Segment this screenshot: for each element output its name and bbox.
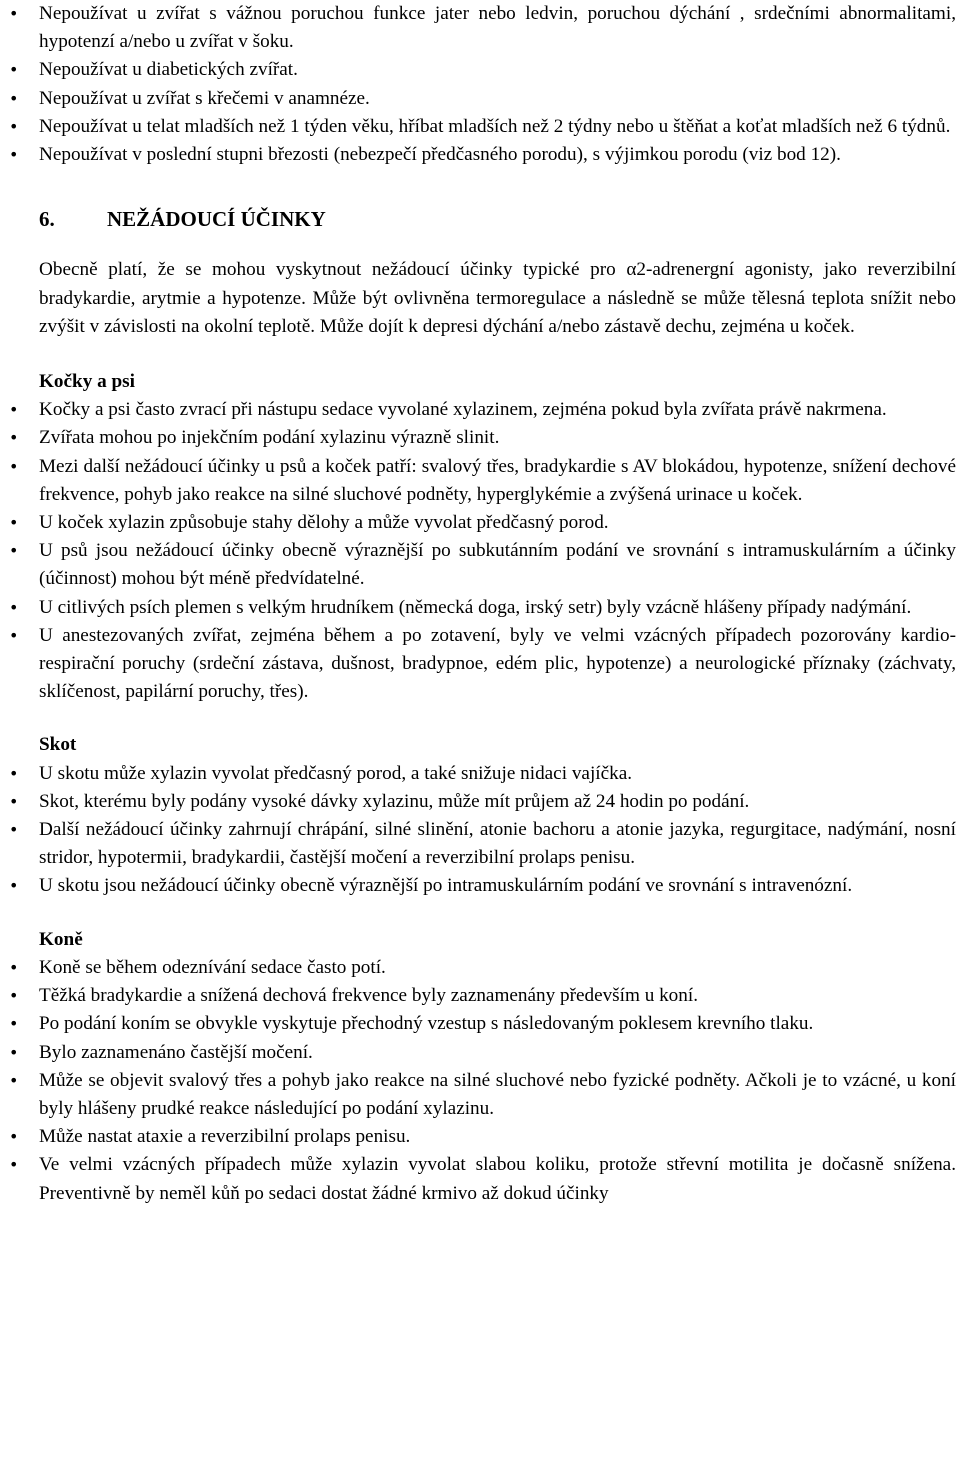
contraindications-list xyxy=(39,0,956,169)
list-item: • Bylo zaznamenáno častější močení. xyxy=(39,1039,956,1067)
list-item: • U psů jsou nežádoucí účinky obecně výraznější po subkutánním podání ve srovnání s intramuskulárním a účinky (účinnost) mohou být méně předvídatelné. xyxy=(39,537,956,593)
list-item: • Zvířata mohou po injekčním podání xylazinu výrazně slinit. xyxy=(39,424,956,452)
list-item: • Mezi další nežádoucí účinky u psů a koček patří: svalový třes, bradykardie s AV blokádou, hypotenze, snížení dechové frekvence, pohyb jako reakce na silné sluchové podněty, hyperglykémie a zvýšená urinace u koček. xyxy=(39,453,956,509)
list-item: • Nepoužívat u telat mladších než 1 týden věku, hříbat mladších než 2 týdny nebo u štěňat a koťat mladších než 6 týdnů. xyxy=(39,113,956,141)
section-heading xyxy=(39,205,956,233)
list-item: • Nepoužívat u diabetických zvířat. xyxy=(39,56,956,84)
list-item: • Může nastat ataxie a reverzibilní prolaps penisu. xyxy=(39,1123,956,1151)
list-item: • Kočky a psi často zvrací při nástupu sedace vyvolané xylazinem, zejména pokud byla zvířata právě nakrmena. xyxy=(39,396,956,424)
cats-dogs-heading: Kočky a psi xyxy=(39,371,135,393)
list-item: • Nepoužívat u zvířat s křečemi v anamnéze. xyxy=(39,85,956,113)
list-item: • U citlivých psích plemen s velkým hrudníkem (německá doga, irský setr) byly vzácně hlášeny případy nadýmání. xyxy=(39,594,956,622)
section-title: NEŽÁDOUCÍ ÚČINKY xyxy=(107,207,326,232)
document-page xyxy=(39,0,956,1208)
list-item: • Těžká bradykardie a snížená dechová frekvence byly zaznamenány především u koní. xyxy=(39,982,956,1010)
list-item: • Ve velmi vzácných případech může xylazin vyvolat slabou koliku, protože střevní motilita je dočasně snížena. Preventivně by neměl kůň po sedaci dostat žádné krmivo až dokud účinky xyxy=(39,1151,956,1207)
list-item: • U skotu může xylazin vyvolat předčasný porod, a také snižuje nidaci vajíčka. xyxy=(39,760,956,788)
list-item: • Nepoužívat u zvířat s vážnou poruchou funkce jater nebo ledvin, poruchou dýchání , srdečními abnormalitami, hypotenzí a/nebo u zvířat v šoku. xyxy=(39,0,956,56)
list-item: • U koček xylazin způsobuje stahy dělohy a může vyvolat předčasný porod. xyxy=(39,509,956,537)
section-number: 6. xyxy=(39,207,55,232)
cattle-list xyxy=(39,760,956,901)
horses-heading: Koně xyxy=(39,928,83,950)
list-item: • Může se objevit svalový třes a pohyb jako reakce na silné sluchové nebo fyzické podněty. Ačkoli je to vzácné, u koní byly hlášeny prudké reakce následující po podání xylazinu. xyxy=(39,1067,956,1123)
list-item: • Skot, kterému byly podány vysoké dávky xylazinu, může mít průjem až 24 hodin po podání. xyxy=(39,788,956,816)
cats-dogs-list xyxy=(39,396,956,706)
list-item: • Po podání koním se obvykle vyskytuje přechodný vzestup s následovaným poklesem krevního tlaku. xyxy=(39,1010,956,1038)
list-item: • Koně se během odeznívání sedace často potí. xyxy=(39,954,956,982)
cattle-heading: Skot xyxy=(39,734,77,756)
list-item: • Nepoužívat v poslední stupni březosti (nebezpečí předčasného porodu), s výjimkou porodu (viz bod 12). xyxy=(39,141,956,169)
list-item: • U skotu jsou nežádoucí účinky obecně výraznější po intramuskulárním podání ve srovnání s intravenózní. xyxy=(39,872,956,900)
list-item: • Další nežádoucí účinky zahrnují chrápání, silné slinění, atonie bachoru a atonie jazyka, regurgitace, nadýmání, nosní stridor, hypotermii, bradykardii, častější močení a reverzibilní prolaps penisu. xyxy=(39,816,956,872)
list-item: • U anestezovaných zvířat, zejména během a po zotavení, byly ve velmi vzácných případech pozorovány kardio-respirační poruchy (srdeční zástava, dušnost, bradypnoe, edém plic, hypotenze) a neurologické příznaky (záchvaty, sklíčenost, papilární poruchy, třes). xyxy=(39,622,956,707)
section-intro: Obecně platí, že se mohou vyskytnout nežádoucí účinky typické pro α2-adrenergní agonisty, jako reverzibilní bradykardie, arytmie a hypotenze. Může být ovlivněna termoregulace a následně se může tělesná teplota snížit nebo zvýšit v závislosti na okolní teplotě. Může dojít k depresi dýchání a/nebo zástavě dechu, zejména u koček. xyxy=(39,259,956,337)
horses-list xyxy=(39,954,956,1208)
